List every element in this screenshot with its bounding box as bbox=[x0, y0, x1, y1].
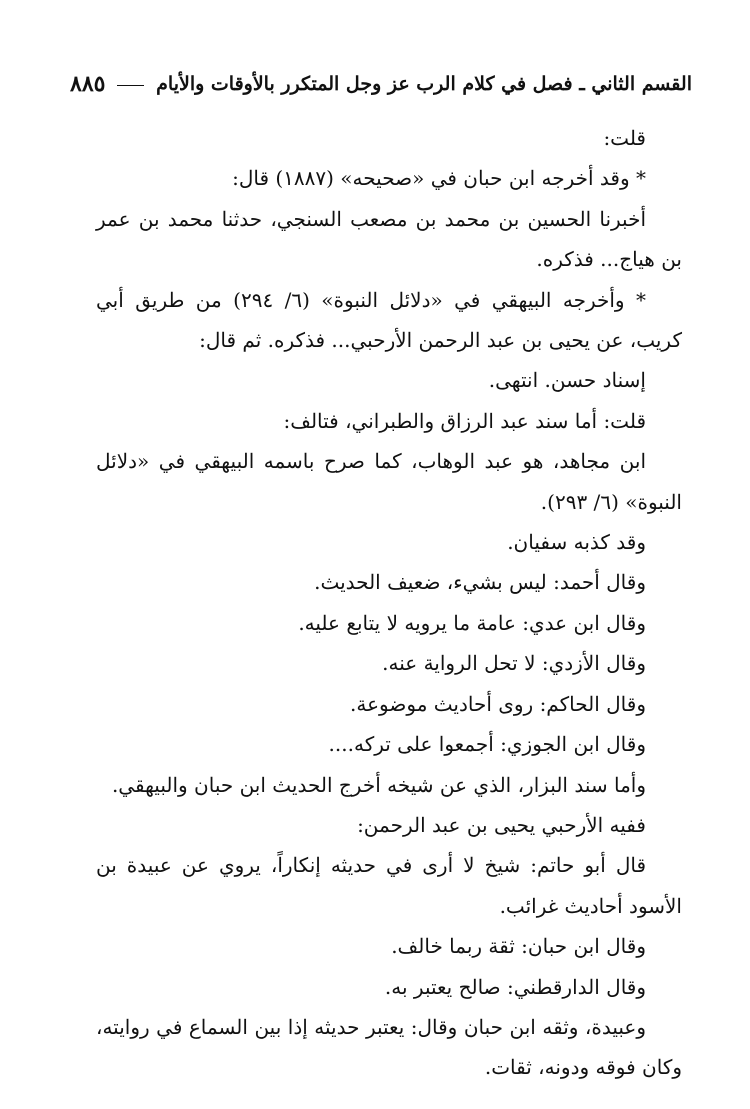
body-text bbox=[96, 118, 682, 1088]
header-rule bbox=[117, 85, 144, 86]
paragraph: أخبرنا الحسين بن محمد بن مصعب السنجي، حدثنا محمد بن عمر بن هياج... فذكره. bbox=[96, 206, 682, 272]
paragraph: قلت: bbox=[603, 126, 646, 150]
page-number: ٨٨٥ bbox=[70, 71, 106, 97]
running-header bbox=[70, 64, 692, 104]
paragraph: ففيه الأرحبي يحيى بن عبد الرحمن: bbox=[357, 812, 646, 837]
paragraph: وقال الدارقطني: صالح يعتبر به. bbox=[384, 974, 646, 999]
paragraph: وقال ابن الجوزي: أجمعوا على تركه.... bbox=[328, 732, 646, 757]
paragraph: ابن مجاهد، هو عبد الوهاب، كما صرح باسمه البيهقي في «دلائل النبوة» (٦/ ٢٩٣). bbox=[96, 449, 682, 514]
paragraph: قال أبو حاتم: شيخ لا أرى في حديثه إنكاراً، يروي عن عبيدة بن الأسود أحاديث غرائب. bbox=[96, 853, 682, 918]
paragraph: * وأخرجه البيهقي في «دلائل النبوة» (٦/ ٢٩٤) من طريق أبي كريب، عن يحيى بن عبد الرحمن الأرحبي... فذكره. ثم قال: bbox=[96, 287, 682, 353]
paragraph: وقال ابن عدي: عامة ما يرويه لا يتابع عليه. bbox=[298, 610, 646, 635]
paragraph: قلت: أما سند عبد الرزاق والطبراني، فتالف: bbox=[283, 408, 646, 433]
paragraph: وقال الأزدي: لا تحل الرواية عنه. bbox=[382, 651, 646, 676]
paragraph: وقال الحاكم: روى أحاديث موضوعة. bbox=[350, 691, 646, 716]
paragraph: وقد كذبه سفيان. bbox=[507, 530, 646, 555]
paragraph: وأما سند البزار، الذي عن شيخه أخرج الحديث ابن حبان والبيهقي. bbox=[111, 772, 646, 797]
header-title: القسم الثاني ـ فصل في كلام الرب عز وجل المتكرر بالأوقات والأيام bbox=[156, 73, 692, 95]
paragraph: وقال أحمد: ليس بشيء، ضعيف الحديث. bbox=[314, 570, 646, 595]
paragraph: وعبيدة، وثقه ابن حبان وقال: يعتبر حديثه إذا بين السماع في روايته، وكان فوقه ودونه، ثقات. bbox=[96, 1014, 682, 1080]
paragraph: * وقد أخرجه ابن حبان في «صحيحه» (١٨٨٧) قال: bbox=[232, 166, 646, 191]
paragraph: وقال ابن حبان: ثقة ربما خالف. bbox=[391, 934, 646, 959]
paragraph: إسناد حسن. انتهى. bbox=[488, 368, 646, 393]
